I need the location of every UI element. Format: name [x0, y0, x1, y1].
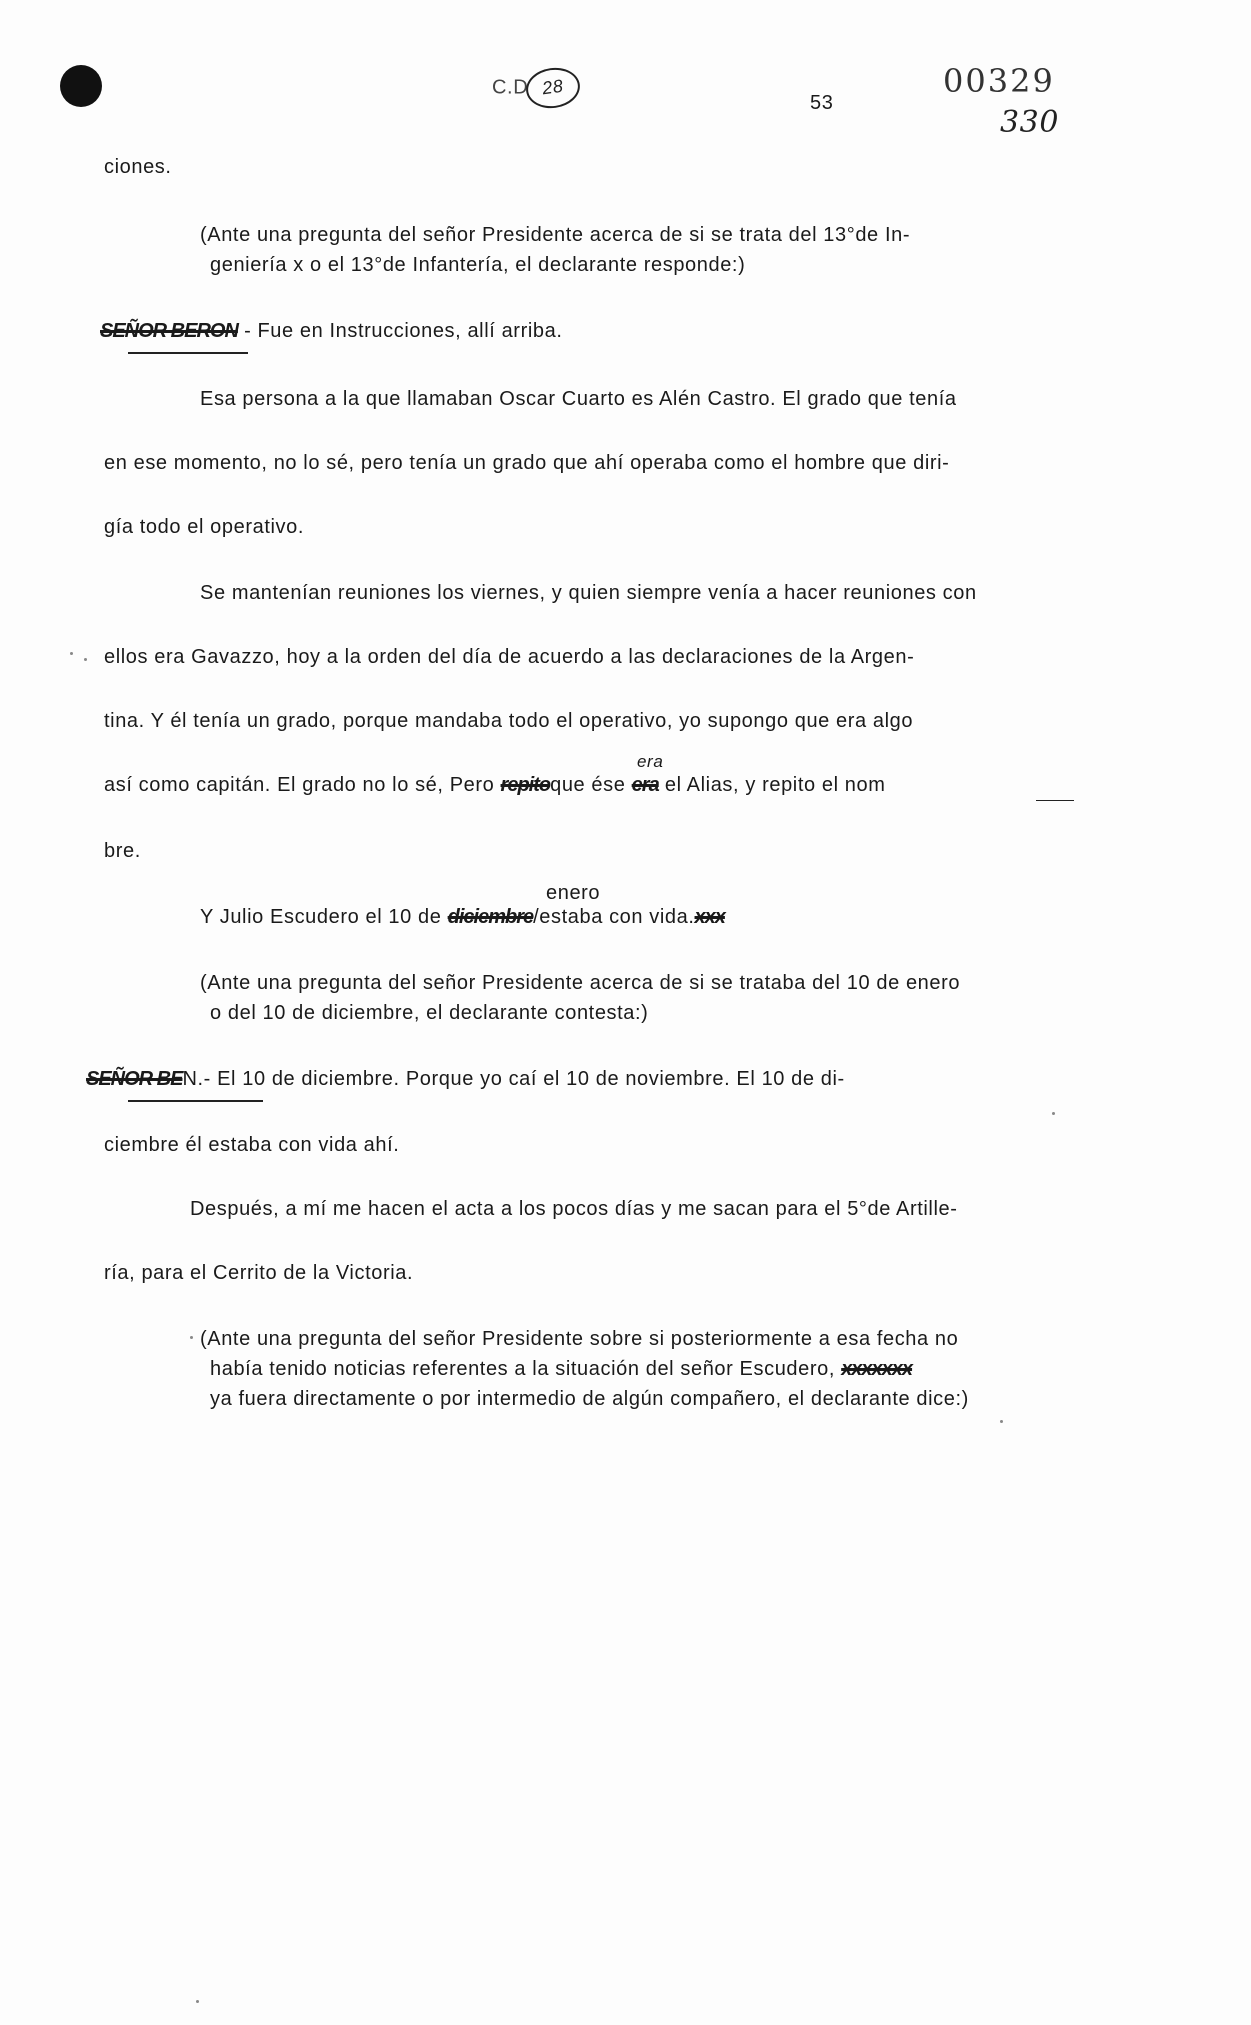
line-6: en ese momento, no lo sé, pero tenía un grado que ahí operaba como el hombre que diri-: [104, 452, 950, 474]
struck-repito: repito: [500, 774, 551, 796]
line-3: geniería x o el 13°de Infantería, el declarante responde:): [210, 254, 746, 276]
speck: [1052, 1112, 1055, 1115]
struck-era: era: [631, 774, 659, 796]
line-11: [104, 774, 886, 797]
speaker-underline-1: [128, 352, 248, 354]
line-10: tina. Y él tenía un grado, porque mandaba todo el operativo, yo supongo que era algo: [104, 710, 914, 732]
line-21: [210, 1358, 912, 1381]
speck: [1000, 1420, 1003, 1423]
punch-hole: [60, 65, 102, 107]
line-14: (Ante una pregunta del señor Presidente acerca de si se trataba del 10 de enero: [200, 972, 961, 994]
line-13: [200, 906, 725, 929]
speck: [196, 2000, 199, 2003]
line-2: (Ante una pregunta del señor Presidente acerca de si se trata del 13°de In-: [200, 224, 911, 246]
stamp-circle: 28: [524, 64, 583, 111]
struck-speaker-2: SEÑOR BE: [86, 1068, 183, 1090]
line-5: Esa persona a la que llamaban Oscar Cuarto es Alén Castro. El grado que tenía: [200, 388, 957, 410]
line-17: ciembre él estaba con vida ahí.: [104, 1134, 400, 1156]
folio-handwritten: 330: [1000, 105, 1060, 140]
speck: [70, 652, 73, 655]
line-13b: /estaba con vida.: [533, 906, 695, 928]
line-12: bre.: [104, 840, 141, 862]
inserted-enero: enero: [546, 882, 601, 904]
line-11b: que ése: [550, 774, 626, 796]
line-11c: el Alias, y repito el nom: [664, 774, 886, 796]
folio-typed: 00329: [943, 62, 1055, 100]
handwritten-era: era: [637, 752, 664, 771]
line-21a: había tenido noticias referentes a la situación del señor Escudero,: [210, 1358, 836, 1380]
struck-diciembre: diciembre: [447, 906, 534, 928]
line-16: N.- El 10 de diciembre. Porque yo caí el 10 de noviembre. El 10 de di-: [182, 1068, 845, 1090]
line-20: (Ante una pregunta del señor Presidente sobre si posteriormente a esa fecha no: [200, 1328, 959, 1350]
line-4: - Fue en Instrucciones, allí arriba.: [244, 320, 563, 342]
line-11a: así como capitán. El grado no lo sé, Pero: [104, 774, 495, 796]
struck-xx: xxx: [694, 906, 725, 928]
speaker-line-1: [100, 320, 562, 343]
line-19: ría, para el Cerrito de la Victoria.: [104, 1262, 414, 1284]
speck: [190, 1336, 193, 1339]
struck-speaker-1: SEÑOR BERON: [100, 320, 238, 342]
speaker-underline-2: [128, 1100, 263, 1102]
speck: [84, 658, 87, 661]
line-15: o del 10 de diciembre, el declarante contesta:): [210, 1002, 649, 1024]
speaker-line-2: [86, 1068, 845, 1091]
page-number: 53: [810, 92, 834, 114]
struck-xxxx: xxxxxxx: [841, 1358, 913, 1380]
line-9: ellos era Gavazzo, hoy a la orden del día de acuerdo a las declaraciones de la Argen-: [104, 646, 915, 668]
line-1: ciones.: [104, 156, 172, 178]
line-18: Después, a mí me hacen el acta a los pocos días y me sacan para el 5°de Artille-: [190, 1198, 958, 1220]
line-7: gía todo el operativo.: [104, 516, 304, 538]
line-22: ya fuera directamente o por intermedio de algún compañero, el declarante dice:): [210, 1388, 969, 1410]
archive-stamp: [492, 68, 580, 108]
line-13a: Y Julio Escudero el 10 de: [200, 906, 442, 928]
line-8: Se mantenían reuniones los viernes, y quien siempre venía a hacer reuniones con: [200, 582, 977, 604]
stamp-prefix: C.D: [492, 76, 529, 99]
nom-underline: [1036, 800, 1074, 801]
